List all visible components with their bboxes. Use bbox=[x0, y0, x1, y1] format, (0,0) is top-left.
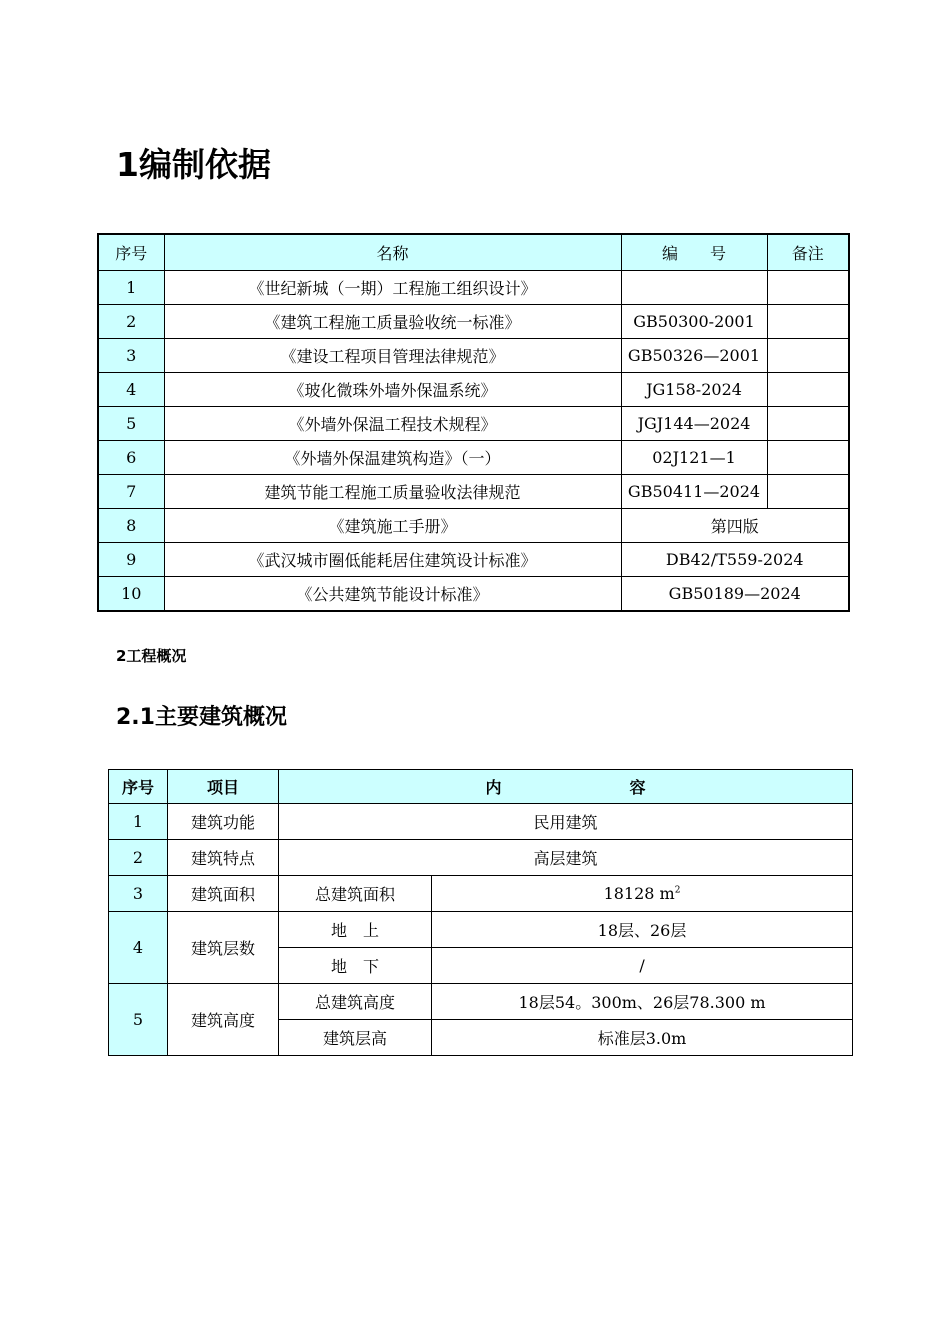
section-2-1-title: 2.1主要建筑概况 bbox=[116, 705, 287, 730]
row-note bbox=[767, 305, 849, 339]
table-row bbox=[98, 577, 849, 612]
table-row bbox=[109, 984, 853, 1020]
basis-table-header bbox=[98, 234, 849, 271]
row-subitem: 总建筑面积 bbox=[279, 876, 432, 912]
row-name: 《建筑施工手册》 bbox=[164, 509, 621, 543]
row-item: 建筑面积 bbox=[168, 876, 279, 912]
row-code: DB42/T559-2024 bbox=[621, 543, 849, 577]
row-no: 9 bbox=[98, 543, 164, 577]
header-content: 内 容 bbox=[279, 770, 853, 804]
row-note bbox=[767, 339, 849, 373]
header-item: 项目 bbox=[168, 770, 279, 804]
row-no: 10 bbox=[98, 577, 164, 612]
table-row bbox=[109, 876, 853, 912]
row-name: 《外墙外保温工程技术规程》 bbox=[164, 407, 621, 441]
table-row bbox=[109, 804, 853, 840]
table-row bbox=[98, 407, 849, 441]
row-no: 6 bbox=[98, 441, 164, 475]
row-name: 《建设工程项目管理法律规范》 bbox=[164, 339, 621, 373]
overview-table bbox=[108, 769, 853, 1056]
table-row bbox=[98, 509, 849, 543]
table-row bbox=[109, 840, 853, 876]
row-subitem: 地 上 bbox=[279, 912, 432, 948]
row-name: 《建筑工程施工质量验收统一标准》 bbox=[164, 305, 621, 339]
row-code bbox=[621, 271, 767, 305]
row-code: 02J121—1 bbox=[621, 441, 767, 475]
row-name: 《世纪新城（一期）工程施工组织设计》 bbox=[164, 271, 621, 305]
header-name: 名称 bbox=[164, 234, 621, 271]
table-row bbox=[98, 305, 849, 339]
header-code: 编 号 bbox=[621, 234, 767, 271]
row-name: 《外墙外保温建筑构造》（一） bbox=[164, 441, 621, 475]
table-row bbox=[98, 373, 849, 407]
row-name: 《武汉城市圈低能耗居住建筑设计标准》 bbox=[164, 543, 621, 577]
row-no: 1 bbox=[98, 271, 164, 305]
row-note bbox=[767, 475, 849, 509]
row-no: 3 bbox=[109, 876, 168, 912]
row-note bbox=[767, 407, 849, 441]
row-no: 8 bbox=[98, 509, 164, 543]
row-code: 第四版 bbox=[621, 509, 849, 543]
row-value bbox=[432, 876, 853, 912]
row-content: 民用建筑 bbox=[279, 804, 853, 840]
table-row bbox=[98, 475, 849, 509]
row-name: 《公共建筑节能设计标准》 bbox=[164, 577, 621, 612]
row-item: 建筑功能 bbox=[168, 804, 279, 840]
row-no: 3 bbox=[98, 339, 164, 373]
row-name: 建筑节能工程施工质量验收法律规范 bbox=[164, 475, 621, 509]
row-item: 建筑高度 bbox=[168, 984, 279, 1056]
table-row bbox=[98, 441, 849, 475]
row-code: JG158-2024 bbox=[621, 373, 767, 407]
basis-table bbox=[97, 233, 850, 612]
row-code: GB50326—2001 bbox=[621, 339, 767, 373]
row-no: 2 bbox=[98, 305, 164, 339]
row-subitem: 总建筑高度 bbox=[279, 984, 432, 1020]
row-subitem: 地 下 bbox=[279, 948, 432, 984]
row-code: GB50411—2024 bbox=[621, 475, 767, 509]
row-subitem: 建筑层高 bbox=[279, 1020, 432, 1056]
row-code: JGJ144—2024 bbox=[621, 407, 767, 441]
row-name: 《玻化微珠外墙外保温系统》 bbox=[164, 373, 621, 407]
row-note bbox=[767, 441, 849, 475]
header-no: 序号 bbox=[98, 234, 164, 271]
row-code: GB50189—2024 bbox=[621, 577, 849, 612]
header-note: 备注 bbox=[767, 234, 849, 271]
table-row bbox=[98, 271, 849, 305]
table-row bbox=[98, 543, 849, 577]
row-value: 标准层3.0m bbox=[432, 1020, 853, 1056]
row-value: / bbox=[432, 948, 853, 984]
row-content: 高层建筑 bbox=[279, 840, 853, 876]
row-value: 18层、26层 bbox=[432, 912, 853, 948]
header-no: 序号 bbox=[109, 770, 168, 804]
table-row bbox=[98, 339, 849, 373]
section-2-title: 2工程概况 bbox=[116, 647, 187, 665]
row-code: GB50300-2001 bbox=[621, 305, 767, 339]
row-no: 4 bbox=[98, 373, 164, 407]
row-item: 建筑层数 bbox=[168, 912, 279, 984]
section-1-title: 1编制依据 bbox=[116, 145, 271, 184]
row-item: 建筑特点 bbox=[168, 840, 279, 876]
overview-table-header bbox=[109, 770, 853, 804]
row-note bbox=[767, 373, 849, 407]
row-no: 7 bbox=[98, 475, 164, 509]
area-unit-superscript: 2 bbox=[674, 885, 681, 896]
row-no: 5 bbox=[109, 984, 168, 1056]
table-row bbox=[109, 912, 853, 948]
row-no: 2 bbox=[109, 840, 168, 876]
area-value: 18128 m bbox=[603, 884, 675, 903]
row-no: 4 bbox=[109, 912, 168, 984]
row-note bbox=[767, 271, 849, 305]
row-value: 18层54。300m、26层78.300 m bbox=[432, 984, 853, 1020]
row-no: 1 bbox=[109, 804, 168, 840]
row-no: 5 bbox=[98, 407, 164, 441]
